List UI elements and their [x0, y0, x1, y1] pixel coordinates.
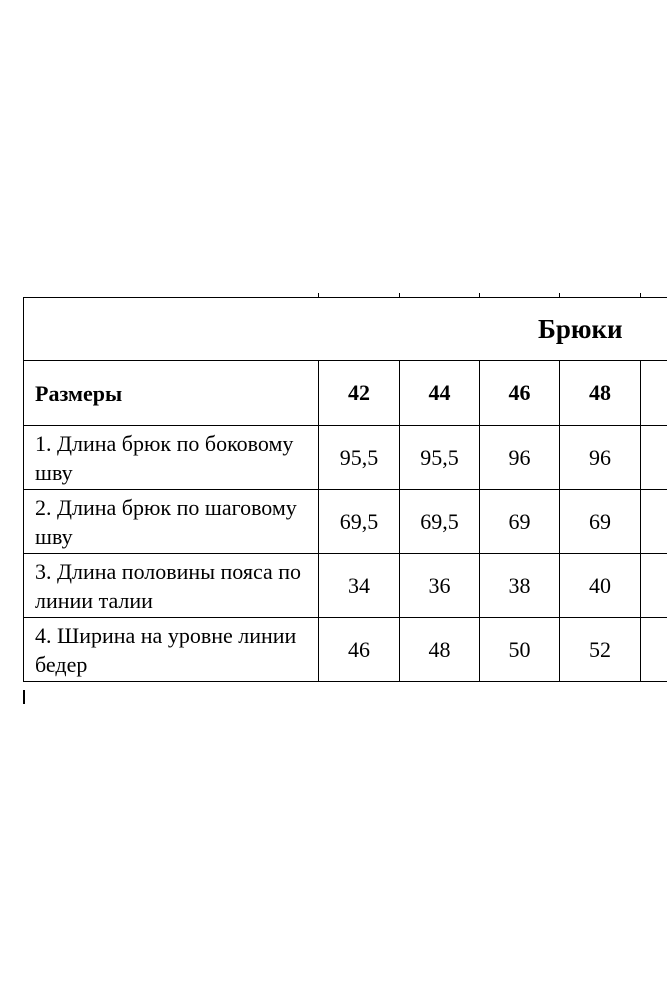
- table-cell: 96: [560, 426, 641, 490]
- table-row: [24, 426, 667, 490]
- row-label: 2. Длина брюк по шаговому шву: [24, 490, 319, 554]
- table-cell: 34: [319, 554, 400, 618]
- table-cell: 40: [560, 554, 641, 618]
- size-header: 42: [319, 361, 400, 426]
- size-header: 46: [480, 361, 560, 426]
- table-edge-line: [23, 690, 25, 704]
- table-header-row: [24, 361, 667, 426]
- table-cell: 46: [319, 618, 400, 682]
- size-header-cut: [641, 361, 667, 426]
- table-title-row: [24, 298, 667, 361]
- table-row: [24, 554, 667, 618]
- row-label: 4. Ширина на уровне линии бедер: [24, 618, 319, 682]
- header-label: Размеры: [24, 361, 319, 426]
- row-label: 1. Длина брюк по боковому шву: [24, 426, 319, 490]
- table-row: [24, 618, 667, 682]
- table-cell: 52: [560, 618, 641, 682]
- size-header: 44: [400, 361, 480, 426]
- table-row: [24, 490, 667, 554]
- table-cell-cut: [641, 490, 667, 554]
- table-cell: 95,5: [400, 426, 480, 490]
- row-label: 3. Длина половины пояса по линии талии: [24, 554, 319, 618]
- table-cell: 69,5: [400, 490, 480, 554]
- table-cell: 69: [560, 490, 641, 554]
- table-cell: 48: [400, 618, 480, 682]
- table-cell: 36: [400, 554, 480, 618]
- table-cell-cut: [641, 426, 667, 490]
- table-cell-cut: [641, 554, 667, 618]
- size-header: 48: [560, 361, 641, 426]
- size-table: [23, 297, 667, 682]
- table-cell: 50: [480, 618, 560, 682]
- table-cell: 96: [480, 426, 560, 490]
- table-title: Брюки: [24, 298, 667, 361]
- table-cell: 95,5: [319, 426, 400, 490]
- table-cell: 69,5: [319, 490, 400, 554]
- table-cell: 69: [480, 490, 560, 554]
- table-cell-cut: [641, 618, 667, 682]
- table-cell: 38: [480, 554, 560, 618]
